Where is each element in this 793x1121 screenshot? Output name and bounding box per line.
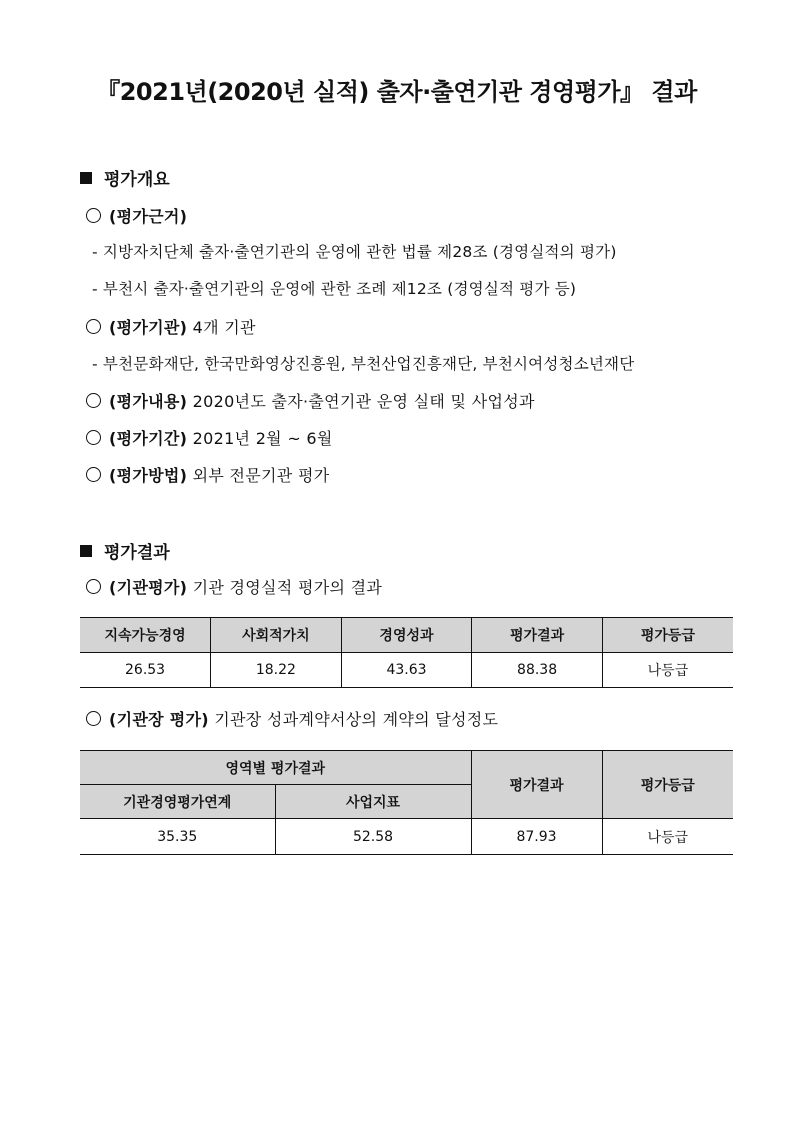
basis-label: (평가근거) (109, 207, 188, 226)
org-item: - 부천문화재단, 한국만화영상진흥원, 부천산업진흥재단, 부천시여성청소년재단 (92, 355, 635, 373)
method-line (86, 463, 329, 486)
square-bullet-icon (80, 172, 92, 184)
table-header-cell: 지속가능경영 (80, 618, 211, 653)
head-eval-table (80, 750, 733, 855)
circle-bullet-icon (86, 467, 101, 482)
circle-bullet-icon (86, 208, 101, 223)
circle-bullet-icon (86, 393, 101, 408)
period-label: (평가기간) (109, 429, 188, 448)
circle-bullet-icon (86, 430, 101, 445)
table-header-cell: 평가결과 (471, 751, 602, 819)
table-cell: 52.58 (275, 819, 471, 855)
head-eval-label: (기관장 평가) (109, 710, 209, 729)
table-row (80, 653, 733, 688)
content-line (86, 389, 535, 412)
square-bullet-icon (80, 545, 92, 557)
table-row (80, 819, 733, 855)
page-title: 『2021년(2020년 실적) 출자·출연기관 경영평가』 결과 (96, 78, 697, 106)
table-cell: 35.35 (80, 819, 275, 855)
method-label: (평가방법) (109, 466, 188, 485)
table-cell: 나등급 (602, 653, 733, 688)
head-eval-line (86, 707, 498, 730)
table-header-cell: 평가결과 (472, 618, 603, 653)
table-header-cell: 평가등급 (602, 618, 733, 653)
table-cell: 88.38 (472, 653, 603, 688)
table-header-row (80, 618, 733, 653)
circle-bullet-icon (86, 711, 101, 726)
inst-eval-label: (기관평가) (109, 578, 188, 597)
table-header-cell: 사회적가치 (211, 618, 342, 653)
method-value: 외부 전문기관 평가 (192, 466, 330, 485)
basis-line (86, 204, 187, 227)
table-header-row (80, 751, 733, 785)
org-line (86, 315, 256, 338)
period-value: 2021년 2월 ~ 6월 (192, 429, 333, 448)
section-heading-overview: 평가개요 (80, 165, 170, 190)
inst-eval-value: 기관 경영실적 평가의 결과 (192, 578, 383, 597)
table-cell: 나등급 (602, 819, 733, 855)
institution-eval-table (80, 617, 733, 688)
table-header-group-cell: 영역별 평가결과 (80, 751, 471, 785)
period-line (86, 426, 333, 449)
basis-item: - 부천시 출자·출연기관의 운영에 관한 조례 제12조 (경영실적 평가 등) (92, 280, 577, 298)
section-heading-results: 평가결과 (80, 538, 170, 563)
head-eval-value: 기관장 성과계약서상의 계약의 달성정도 (214, 710, 499, 729)
org-label: (평가기관) (109, 318, 188, 337)
basis-item: - 지방자치단체 출자·출연기관의 운영에 관한 법률 제28조 (경영실적의 평가) (92, 243, 617, 261)
table-header-cell: 기관경영평가연계 (80, 785, 275, 819)
circle-bullet-icon (86, 319, 101, 334)
table-cell: 43.63 (341, 653, 472, 688)
table-header-cell: 평가등급 (602, 751, 733, 819)
table-cell: 26.53 (80, 653, 211, 688)
content-label: (평가내용) (109, 392, 188, 411)
table-header-cell: 사업지표 (275, 785, 471, 819)
circle-bullet-icon (86, 579, 101, 594)
inst-eval-line (86, 575, 382, 598)
org-value: 4개 기관 (192, 318, 256, 337)
content-value: 2020년도 출자·출연기관 운영 실태 및 사업성과 (192, 392, 535, 411)
table-cell: 87.93 (471, 819, 602, 855)
table-header-cell: 경영성과 (341, 618, 472, 653)
table-cell: 18.22 (211, 653, 342, 688)
